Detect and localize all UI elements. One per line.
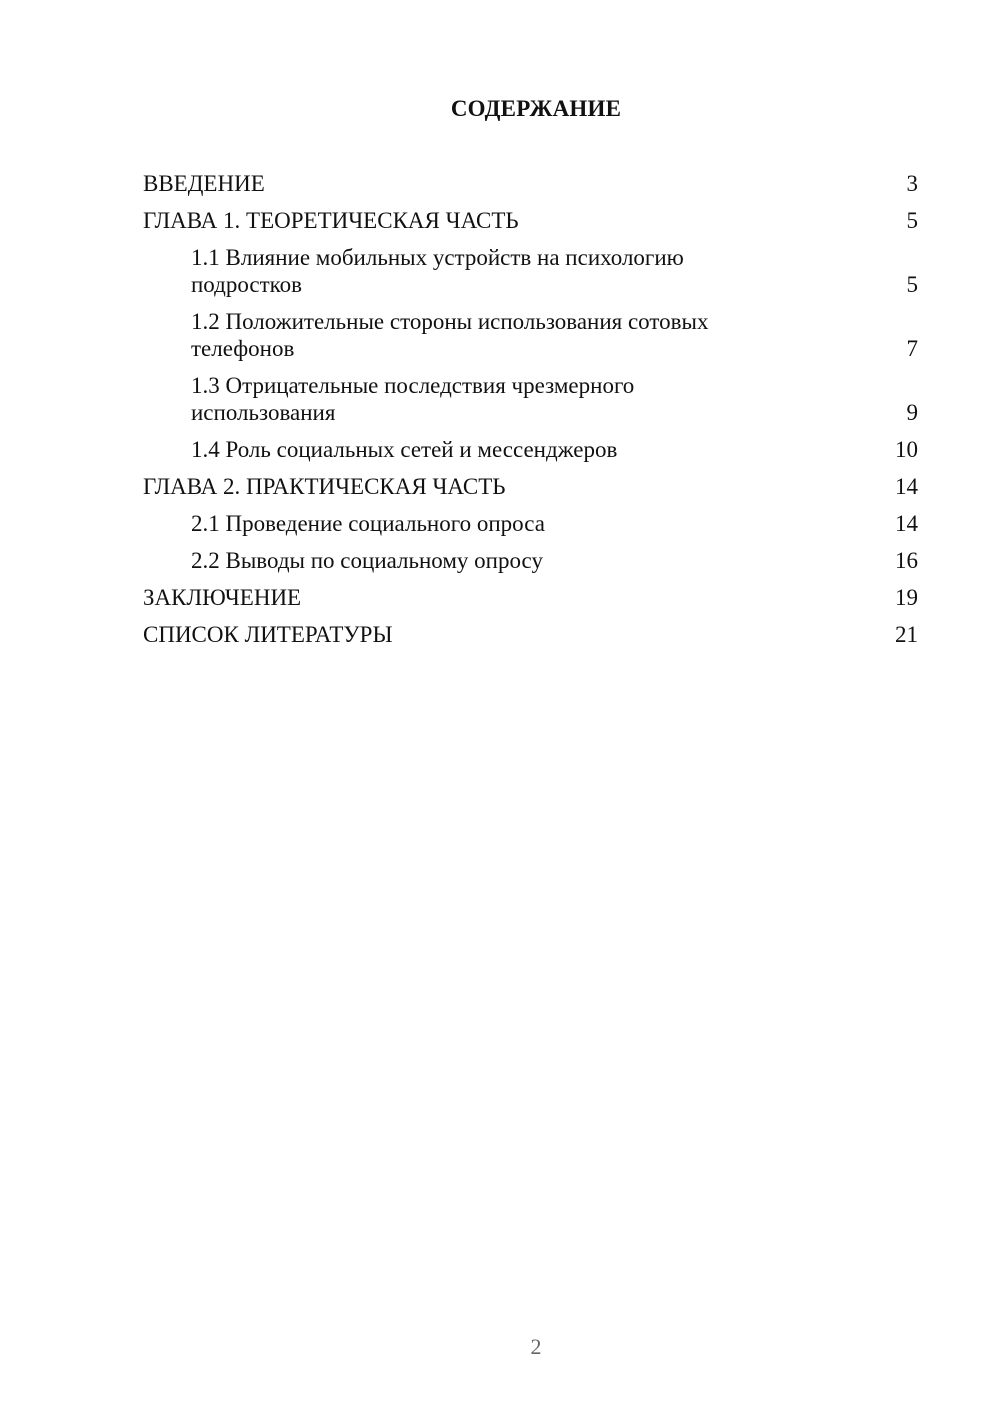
toc-title: СОДЕРЖАНИЕ: [450, 96, 622, 121]
toc-entry-label: СПИСОК ЛИТЕРАТУРЫ: [143, 622, 393, 647]
toc-entry-chapter-1[interactable]: [143, 207, 918, 234]
toc-entry-section-1-2[interactable]: [143, 308, 918, 362]
toc-entry-label: 2.1 Проведение социального опроса: [191, 511, 545, 536]
toc-entry-section-1-3[interactable]: [143, 372, 918, 426]
toc-entry-label: ВВЕДЕНИЕ: [143, 171, 265, 196]
toc-entry-label: ЗАКЛЮЧЕНИЕ: [143, 585, 302, 610]
toc-entry-section-1-4[interactable]: [143, 436, 918, 463]
toc-entry-label: 1.4 Роль социальных сетей и мессенджеров: [191, 437, 618, 462]
toc-entry-page: 14: [895, 474, 918, 499]
toc-entry-page: 19: [895, 585, 918, 610]
toc-entry-label: 1.2 Положительные стороны использования сотовых телефонов: [191, 309, 709, 361]
toc-entry-section-1-1[interactable]: [143, 244, 918, 298]
toc-entry-bibliography[interactable]: [143, 621, 918, 648]
toc-entry-conclusion[interactable]: [143, 584, 918, 611]
toc-entry-label: ГЛАВА 2. ПРАКТИЧЕСКАЯ ЧАСТЬ: [143, 474, 506, 499]
toc-entry-page: 21: [895, 622, 918, 647]
toc-entry-page: 7: [906, 336, 918, 361]
toc-entry-page: 10: [895, 437, 918, 462]
toc-entry-page: 5: [906, 272, 918, 297]
toc-entry-page: 14: [895, 511, 918, 536]
toc-entry-label: 2.2 Выводы по социальному опросу: [191, 548, 543, 573]
toc-entry-label: 1.3 Отрицательные последствия чрезмерного использования: [191, 373, 635, 425]
toc-entry-label: 1.1 Влияние мобильных устройств на психологию подростков: [191, 245, 684, 297]
toc-entry-page: 16: [895, 548, 918, 573]
page-number: 2: [530, 1334, 542, 1359]
toc-entry-page: 5: [906, 208, 918, 233]
toc-entry-chapter-2[interactable]: [143, 473, 918, 500]
table-of-contents: [143, 170, 918, 658]
toc-entry-page: 3: [906, 171, 918, 196]
toc-entry-label: ГЛАВА 1. ТЕОРЕТИЧЕСКАЯ ЧАСТЬ: [143, 208, 519, 233]
toc-entry-introduction[interactable]: [143, 170, 918, 197]
toc-entry-section-2-2[interactable]: [143, 547, 918, 574]
toc-entry-page: 9: [906, 400, 918, 425]
toc-entry-section-2-1[interactable]: [143, 510, 918, 537]
